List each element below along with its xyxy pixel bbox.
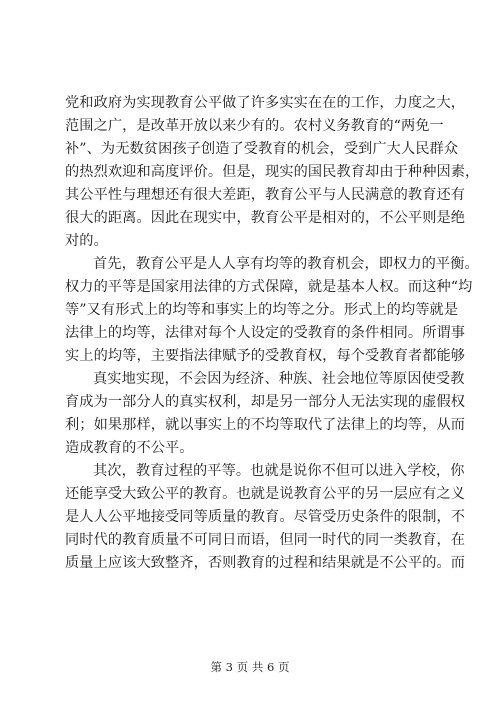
paragraph — [65, 368, 466, 460]
text-line: 范围之广，是改革开放以来少有的。农村义务教育的“两免一 — [65, 118, 444, 134]
text-line: 很大的距离。因此在现实中，教育公平是相对的，不公平则是绝 — [65, 210, 466, 226]
text-line: 对的。 — [65, 233, 108, 249]
text-line: 是人人公平地接受同等质量的教育。尽管受历史条件的限制，不 — [65, 509, 466, 525]
text-line: 利；如果那样，就以事实上的不均等取代了法律上的均等，从而 — [65, 417, 466, 433]
text-line: 的热烈欢迎和高度评价。但是，现实的国民教育却由于种种因素， — [65, 164, 480, 180]
text-line: 实上的均等，主要指法律赋予的受教育权，每个受教育者都能够 — [65, 348, 466, 364]
paragraph — [65, 92, 480, 253]
text-line: 其公平性与理想还有很大差距，教育公平与人民满意的教育还有 — [65, 187, 466, 203]
text-line: 党和政府为实现教育公平做了许多实实在在的工作，力度之大， — [65, 95, 466, 111]
text-line: 同时代的教育质量不可同日而语，但同一时代的同一类教育，在 — [65, 532, 466, 548]
text-line: 等”又有形式上的均等和事实上的均等之分。形式上的均等就是 — [65, 302, 459, 318]
text-line: 其次，教育过程的平等。也就是说你不但可以进入学校，你 — [93, 463, 465, 479]
text-line: 补”、为无数贫困孩子创造了受教育的机会，受到广大人民群众 — [65, 141, 459, 157]
text-line: 真实地实现，不会因为经济、种族、社会地位等原因使受教 — [93, 371, 465, 387]
paragraph — [65, 253, 479, 368]
paragraph — [65, 460, 466, 575]
text-line: 质量上应该大致整齐，否则教育的过程和结果就是不公平的。而 — [65, 555, 466, 571]
document-body — [65, 92, 480, 575]
text-line: 首先，教育公平是人人享有均等的教育机会，即权力的平衡。 — [93, 256, 479, 272]
text-line: 法律上的均等，法律对每个人设定的受教育的条件相同。所谓事 — [65, 325, 466, 341]
text-line: 造成教育的不公平。 — [65, 440, 194, 456]
page-number-footer: 第 3 页 共 6 页 — [210, 660, 290, 674]
text-line: 还能享受大致公平的教育。也就是说教育公平的另一层应有之义 — [65, 486, 466, 502]
text-line: 权力的平等是国家用法律的方式保障，就是基本人权。而这种“均 — [65, 279, 473, 295]
text-line: 育成为一部分人的真实权利，却是另一部分人无法实现的虚假权 — [65, 394, 466, 410]
